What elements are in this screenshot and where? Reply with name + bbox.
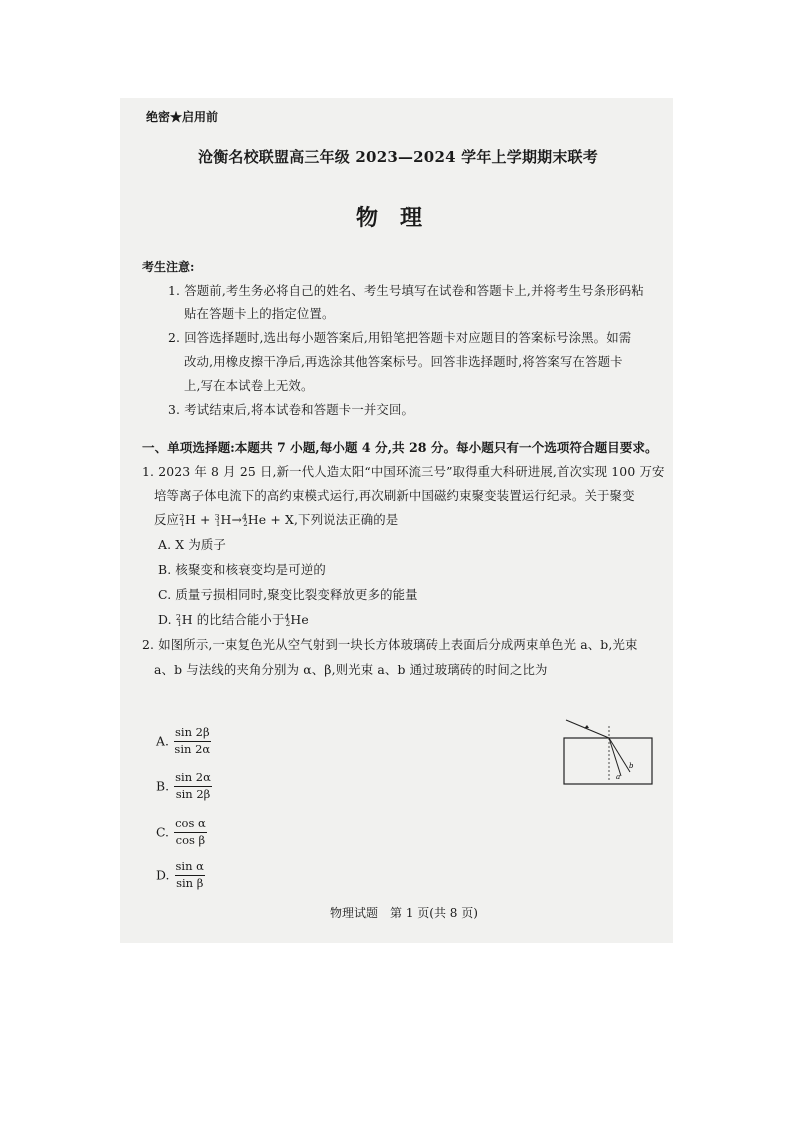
option-letter: C. [156,824,169,840]
option-letter: A. [156,733,169,749]
notice-item: 上,写在本试卷上无效。 [184,378,314,393]
label-a: a [616,773,621,781]
isotope-mass: 4 [284,613,290,622]
ray-a [609,738,621,776]
option-text: H 的比结合能小于 [181,612,285,627]
isotope-mass: 2 [175,613,182,622]
fraction [175,861,205,889]
q2-option-b [156,772,212,800]
notice-item: 1. 答题前,考生务必将自己的姓名、考生号填写在试卷和答题卡上,并将考生号条形码粘 [168,283,644,298]
label-b: b [629,762,634,770]
incident-ray [566,720,609,738]
fraction [174,818,207,846]
isotope-charge: 1 [180,520,185,528]
q2-option-d [156,861,205,889]
glass-brick-outline [564,738,652,784]
glass-brick-figure [558,716,658,788]
fraction-numerator: sin α [175,861,205,876]
fraction [174,772,212,800]
subject-title: 物 理 [356,205,423,231]
isotope-charge: 2 [243,520,248,528]
fraction-denominator: sin 2β [175,786,211,801]
q2-text-line: 2. 如图所示,一束复色光从空气射到一块长方体玻璃砖上表面后分成两束单色光 a、b,光束 [142,637,638,652]
isotope-charge: 1 [215,520,221,528]
option-letter: D. [158,612,176,627]
reaction-term: He + X,下列说法正确的是 [247,512,399,527]
exam-sheet [120,98,673,943]
q1-reaction-prefix: 反应 [154,512,180,527]
isotope-mass: 4 [241,513,248,522]
ray-b [609,738,630,772]
option-letter: B. [156,778,170,794]
fraction-denominator: sin β [176,875,204,890]
q1-option-b: B. 核聚变和核衰变均是可逆的 [158,562,326,577]
notice-item: 3. 考试结束后,将本试卷和答题卡一并交回。 [168,402,415,417]
confidential-label: 绝密★启用前 [146,110,219,124]
notice-item: 2. 回答选择题时,选出每小题答案后,用铅笔把答题卡对应题目的答案标号涂黑。如需 [168,330,632,345]
incident-arrow [584,725,589,729]
fraction-numerator: sin 2β [174,727,211,742]
isotope-mass: 3 [214,513,220,522]
fraction-denominator: cos β [175,832,206,847]
reaction-term: H + [184,512,215,527]
q1-option-c: C. 质量亏损相同时,聚变比裂变释放更多的能量 [158,587,418,602]
isotope-charge: 1 [177,620,182,628]
option-letter: D. [156,867,170,883]
fraction-numerator: cos α [174,818,207,833]
option-text: He [290,612,309,627]
fraction-numerator: sin 2α [174,772,212,787]
isotope-mass: 2 [179,513,185,522]
notice-heading: 考生注意: [142,260,195,274]
notice-item: 贴在答题卡上的指定位置。 [184,306,335,321]
q2-option-a [156,727,211,755]
q1-option-a: A. X 为质子 [158,537,226,552]
fraction [174,727,211,755]
q1-text-line: 培等离子体电流下的高约束模式运行,再次刷新中国磁约束聚变装置运行纪录。关于聚变 [154,488,635,503]
reaction-term: H→ [220,512,242,527]
q1-reaction-line [154,510,398,528]
q1-option-d [158,610,309,628]
isotope-charge: 2 [285,620,291,628]
q2-option-c [156,818,207,846]
section-heading: 一、单项选择题:本题共 7 小题,每小题 4 分,共 28 分。每小题只有一个选项符合题目要求。 [142,440,658,455]
q1-text-line: 1. 2023 年 8 月 25 日,新一代人造太阳“中国环流三号”取得重大科研进展,首次实现 100 万安 [142,464,665,479]
q2-text-line: a、b 与法线的夹角分别为 α、β,则光束 a、b 通过玻璃砖的时间之比为 [154,662,548,677]
fraction-denominator: sin 2α [174,741,211,756]
exam-title: 沧衡名校联盟高三年级 2023—2024 学年上学期期末联考 [198,148,598,166]
notice-item: 改动,用橡皮擦干净后,再选涂其他答案标号。回答非选择题时,将答案写在答题卡 [184,354,623,369]
page-footer: 物理试题 第 1 页(共 8 页) [330,906,478,920]
